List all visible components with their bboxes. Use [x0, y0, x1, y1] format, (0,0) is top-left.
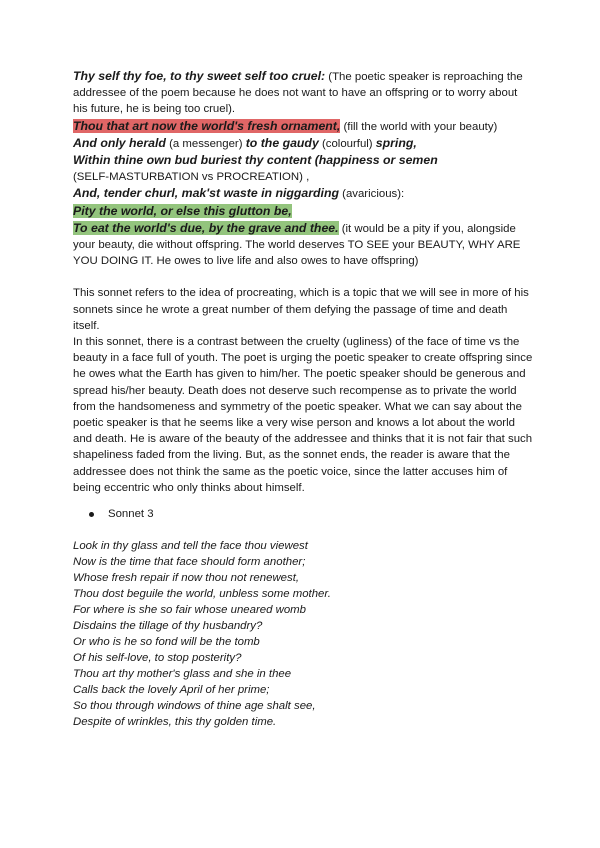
annotation-text: (colourful)	[318, 137, 376, 150]
poem-line: Thou dost beguile the world, unbless some mother.	[73, 588, 331, 601]
poem-line: So thou through windows of thine age shalt see,	[73, 700, 316, 713]
annotation-text: (avaricious):	[338, 188, 405, 201]
document-page	[73, 68, 535, 730]
bullet-item	[89, 506, 535, 522]
sonnet-text: Thy self thy foe, to thy sweet self too cruel:	[73, 69, 326, 83]
sonnet-text: Thou that art now the world's fresh ornament,	[73, 118, 341, 133]
annotation-text: (a messenger)	[165, 137, 246, 150]
poem-line: Of his self-love, to stop posterity?	[73, 652, 242, 665]
annotated-line	[73, 135, 535, 152]
annotated-line	[73, 185, 535, 202]
sonnet-text: Pity the world, or else this glutton be,	[73, 203, 292, 218]
annotated-line	[73, 169, 535, 185]
poem-line: Calls back the lovely April of her prime;	[73, 684, 270, 697]
poem-line: Now is the time that face should form another;	[73, 556, 306, 569]
sonnet-3-poem	[73, 538, 535, 730]
annotation-text: (The poetic speaker is reproaching the addressee of the poem because he does not want to have an offspring or to worry about his future, he is being too cruel).	[73, 71, 523, 116]
annotated-line	[73, 220, 535, 270]
annotated-line	[73, 68, 535, 118]
sonnet-text: Within thine own bud buriest thy content (happiness or semen	[73, 153, 438, 168]
annotated-sonnet-lines	[73, 68, 535, 269]
sonnet-text: spring,	[375, 135, 417, 150]
poem-line: Disdains the tillage of thy husbandry?	[73, 620, 263, 633]
poem-line: Despite of wrinkles, this thy golden time.	[73, 716, 277, 729]
bullet-label: Sonnet 3	[108, 508, 154, 521]
sonnet-text: And only herald	[73, 135, 166, 150]
annotation-text: (SELF-MASTURBATION vs PROCREATION) ,	[73, 171, 310, 184]
annotated-line	[73, 152, 535, 169]
sonnet-text: To eat the world's due, by the grave and thee.	[73, 220, 339, 235]
poem-line: Look in thy glass and tell the face thou viewest	[73, 540, 308, 553]
bullet-icon	[89, 512, 94, 517]
sonnet-text: And, tender churl, mak'st waste in niggarding	[73, 186, 339, 201]
annotation-text: (it would be a pity if you, alongside your beauty, die without offspring. The world deserves TO SEE your BEAUTY, WHY ARE YOU DOING IT. He owes to live life and also owes to have offspring)	[73, 222, 521, 268]
annotation-text: (fill the world with your beauty)	[340, 120, 498, 133]
sonnet-text: to the gaudy	[245, 135, 319, 150]
poem-line: Or who is he so fond will be the tomb	[73, 636, 260, 649]
poem-line: Whose fresh repair if now thou not renewest,	[73, 572, 300, 585]
annotated-line	[73, 203, 535, 220]
spacer	[73, 269, 535, 285]
commentary-paragraph-1: This sonnet refers to the idea of procreating, which is a topic that we will see in more of his sonnets since he wrote a great number of them defying the passage of time and death itself.	[73, 287, 529, 332]
annotated-line	[73, 118, 535, 135]
commentary-paragraph-2: In this sonnet, there is a contrast between the cruelty (ugliness) of the face of time vs the beauty in a face full of youth. The poet is urging the poetic speaker to create offspring since he owes what the Earth has given to him/her. The poetic speaker should be generous and spread his/her beauty. Death does not deserve such recompense as to private the world from the handsomeness and symmetry of the poetic speaker. What we can say about the poetic speaker is that he seems like a very wise person and knows a lot about the world and death. He is aware of the beauty of the addressee and thinks that it is not fair that such shapeliness faded from the living. But, as the sonnet ends, the reader is aware that the addressee does not think the same as the poetic voice, since the latter accuses him of being eccentric who only thinks about himself.	[73, 336, 533, 494]
poem-line: For where is she so fair whose uneared womb	[73, 604, 306, 617]
poem-line: Thou art thy mother's glass and she in thee	[73, 668, 292, 681]
